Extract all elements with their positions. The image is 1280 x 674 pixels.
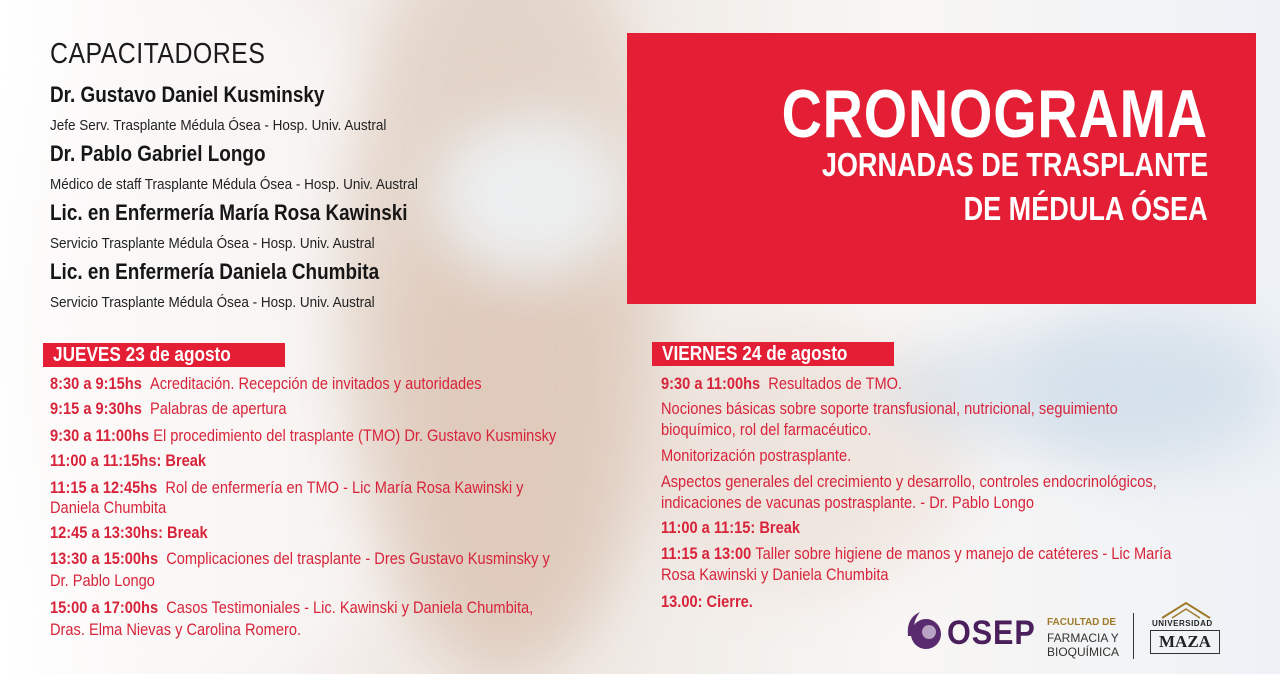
university-label: UNIVERSIDAD [1152,619,1213,628]
schedule-description: VIERNES 24 de agosto [662,343,848,365]
schedule-description: Complicaciones del trasplante - Dres Gustavo Kusminsky y [166,549,550,568]
schedule-description: Rol de enfermería en TMO - Lic María Rosa Kawinski y [165,478,524,497]
schedule-description: Resultados de TMO. [768,374,903,393]
schedule-time: 15:00 a 17:00hs [50,598,159,617]
trainer-name: Dr. Pablo Gabriel Longo [50,141,266,166]
schedule-time: 11:15 a 12:45hs [50,478,158,497]
schedule-row [50,373,482,394]
trainer-name: Dr. Gustavo Daniel Kusminsky [50,82,325,107]
friday-heading [652,342,894,366]
schedule-row [50,597,533,618]
schedule-description: Acreditación. Recepción de invitados y autoridades [149,374,482,393]
osep-logo-text: OSEP [947,614,1036,652]
schedule-row [50,398,287,419]
university-crest-icon [1158,600,1214,620]
schedule-time: 13.00: Cierre. [661,592,753,611]
trainer-role: Servicio Trasplante Médula Ósea - Hosp. Univ. Austral [50,294,375,311]
schedule-text: bioquímico, rol del farmacéutico. [661,420,872,439]
trainers-title: CAPACITADORES [50,38,266,70]
schedule-row [50,425,556,446]
banner-subtitle-line2: DE MÉDULA ÓSEA [963,190,1208,227]
schedule-time: 12:45 a 13:30hs: Break [50,523,208,542]
banner-title: CRONOGRAMA [781,76,1208,152]
schedule-row [50,477,523,498]
schedule-time: 11:15 a 13:00 [661,544,752,563]
schedule-description: JUEVES 23 de agosto [53,344,231,366]
trainer-role: Médico de staff Trasplante Médula Ósea - Hosp. Univ. Austral [50,176,418,193]
schedule-row [661,543,1171,564]
trainer-role: Jefe Serv. Trasplante Médula Ósea - Hosp. Univ. Austral [50,117,387,134]
schedule-description: Palabras de apertura [149,399,287,418]
schedule-break [50,450,206,471]
trainer-name: Lic. en Enfermería Daniela Chumbita [50,259,380,284]
schedule-text: Nociones básicas sobre soporte transfusional, nutricional, seguimiento [661,399,1118,418]
schedule-time: 11:00 a 11:15hs: Break [50,451,207,470]
schedule-row-continued: Rosa Kawinski y Daniela Chumbita [661,565,889,584]
faculty-logo-line1: FACULTAD DE [1047,617,1117,628]
schedule-row-continued: Dr. Pablo Longo [50,571,155,590]
thursday-heading [43,343,285,367]
schedule-description: Taller sobre higiene de manos y manejo de catéteres - Lic María [755,544,1172,563]
schedule-row-continued: Daniela Chumbita [50,498,167,517]
schedule-closing [661,591,753,612]
schedule-time: 8:30 a 9:15hs [50,374,142,393]
university-logo: MAZA [1150,630,1220,654]
schedule-description: El procedimiento del trasplante (TMO) Dr. Gustavo Kusminsky [153,426,557,445]
schedule-time: 9:15 a 9:30hs [50,399,142,418]
schedule-text: Aspectos generales del crecimiento y desarrollo, controles endocrinológicos, [661,472,1157,491]
schedule-break [661,517,800,538]
schedule-break [50,522,208,543]
banner-subtitle-line1: JORNADAS DE TRASPLANTE [821,146,1208,183]
schedule-row-continued: Dras. Elma Nievas y Carolina Romero. [50,620,302,639]
faculty-logo-line3: BIOQUÍMICA [1047,645,1120,659]
logo-divider [1133,613,1134,659]
trainer-name: Lic. en Enfermería María Rosa Kawinski [50,200,408,225]
schedule-row [661,373,902,394]
schedule-time: 9:30 a 11:00hs [661,374,761,393]
schedule-text: Monitorización postrasplante. [661,446,852,465]
trainer-role: Servicio Trasplante Médula Ósea - Hosp. Univ. Austral [50,235,375,252]
schedule-time: 9:30 a 11:00hs [50,426,150,445]
schedule-description: Casos Testimoniales - Lic. Kawinski y Daniela Chumbita, [166,598,534,617]
schedule-time: 11:00 a 11:15: Break [661,518,800,537]
osep-logo-icon [902,606,942,654]
faculty-logo-line2: FARMACIA Y [1047,631,1119,645]
schedule-row [50,548,550,569]
schedule-banner [627,33,1256,304]
schedule-text: indicaciones de vacunas postrasplante. - Dr. Pablo Longo [661,493,1035,512]
schedule-time: 13:30 a 15:00hs [50,549,159,568]
